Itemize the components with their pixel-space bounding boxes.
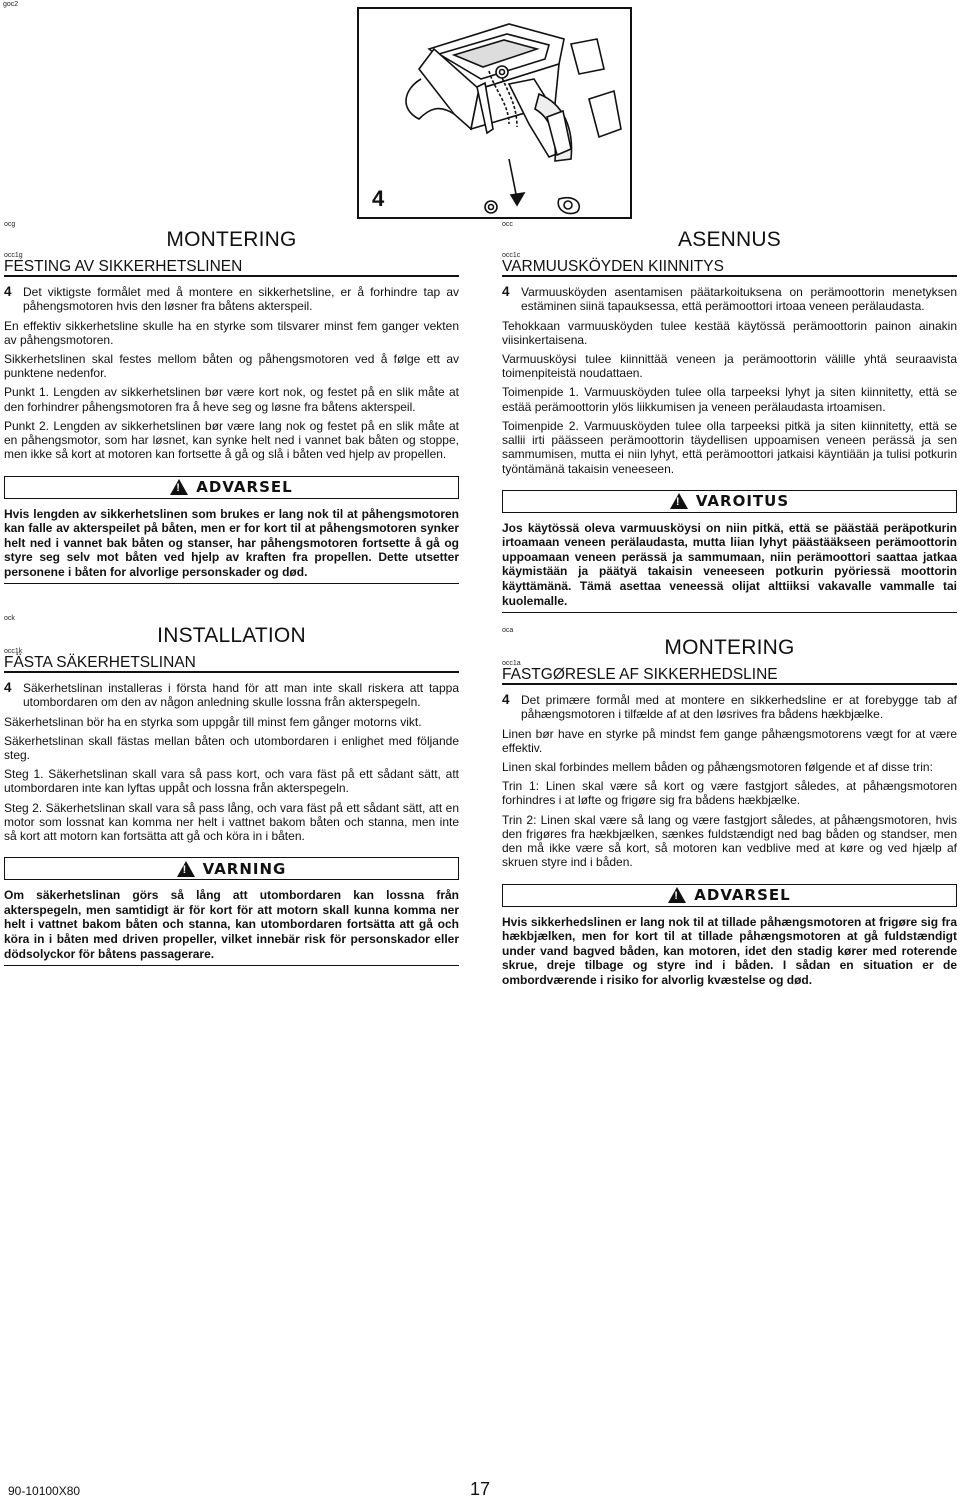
outboard-bracket-illustration (357, 7, 632, 219)
warning-icon: ! (170, 479, 188, 495)
bullet-paragraph (4, 285, 459, 313)
warning-icon: ! (670, 493, 688, 509)
paragraph-1: Säkerhetslinan installeras i första hand för att man inte skall riskera att tappa utombordaren om den av någon anledning skulle lossna från akterspegeln. (23, 681, 459, 710)
warning-label: VAROITUS (695, 492, 790, 511)
paragraph-5: Toimenpide 2. Varmuusköyden tulee olla tarpeeksi pitkä ja siten kiinnitetty, että se sallii irti päässeen perämoottorin täydellisen uppoamisen veneen perässä ja sen sammumisen, mutta ei niin lyhyt, että perämoottori jatkaisi käyntiään ja tulisi potkurin työntämänä takaisin veneeseen. (502, 418, 957, 476)
section-title: MONTERING (166, 228, 297, 251)
bullet-marker: 4 (4, 284, 12, 300)
subsection-title: FASTGØRESLE AF SIKKERHEDSLINE (502, 667, 957, 685)
paragraph-3: Varmuusköysi tulee kiinnittää veneen ja perämoottorin välille yhtä seuraavista toimenpiteistä noudattaen. (502, 352, 957, 381)
warning-banner (4, 857, 459, 880)
warning-text: Hvis lengden av sikkerhetslinen som brukes er lang nok til at påhengsmotoren kan falle av akterspeilet på båten, men er for kort til at påhengsmotoren synker helt ned i vannet bak båten og stanser, har påhengsmotoren fortsette å gå og styre seg selv mot båten ved hjelp av kraften fra propellen. Dette utsetter personene i båten for alvorlige personskader og død. (4, 507, 459, 585)
paragraph-4: Steg 1. Säkerhetslinan skall vara så pass kort, och vara fäst på ett sådant sätt, att utombordaren inte kan lyftas uppåt och lossna från akterspegeln. (4, 767, 459, 796)
paragraph-1: Det primære formål med at montere en sikkerhedsline er at forebygge tab af påhængsmotoren i tilfælde af at den løsrives fra bådens hækbjælke. (521, 693, 957, 722)
bracket-drawing (359, 9, 630, 217)
warning-text: Om säkerhetslinan görs så lång att utombordaren kan lossna från akterspegeln, men samtidigt är för kort för att motorn skall kunna komma ner helt i vattnet bakom båten och stanna, kan utombordaren fortsätta att gå och köra in i båten med driven propeller, vilket innebär risk för personskador eller dödsolyckor för båtens passagerare. (4, 888, 459, 966)
paragraph-4: Punkt 1. Lengden av sikkerhetslinen bør være kort nok, og festet på en slik måte at den forhindrer påhengsmotoren fra å heve seg og løsne fra båtens akterspeil. (4, 385, 459, 414)
warning-text: Jos käytössä oleva varmuusköysi on niin pitkä, että se päästää peräpotkurin irtoamaan veneen perälaudasta, mutta liian lyhyt päästääkseen perämoottorin uppoamaan veneen perässä ja sammumaan, niin perämoottori saattaa jatkaa käymistään ja päätyä takaisin veneeseen potkurin pyöriessä moottorin käyttämänä. Tämä asettaa veneessä olijat alttiiksi vakavalle vammalle tai kuolemalle. (502, 521, 957, 614)
warning-text: Hvis sikkerhedslinen er lang nok til at tillade påhængsmotoren at frigøre sig fra hækbjælken, men for kort til at tillade påhængsmotoren at gå fuldstændigt under vand bagved båden, kan motoren, idet den stadig kører med roterende skrue, dreje tilbage og styre ind i båden. I sådan en situation er de ombordværende i risiko for alvorlig kvæstelse og død. (502, 914, 957, 987)
paragraph-5: Trin 2: Linen skal være så lang og være fastgjort således, at påhængsmotoren, hvis den frigøres fra hækbjælken, sænkes fuldstændigt ned bag båden og standser, men den må ikke være så kort, så motoren kan vedblive med at køre og ved hjælp af skruen styre ind i båden. (502, 812, 957, 870)
bullet-marker: 4 (502, 284, 510, 300)
warning-label: VARNING (202, 859, 287, 878)
bullet-paragraph (502, 285, 957, 313)
subsection-code: occ1k (4, 648, 23, 655)
figure-number: 4 (372, 186, 385, 211)
subsection-title: FESTING AV SIKKERHETSLINEN (4, 259, 459, 277)
paragraph-3: Sikkerhetslinen skal festes mellom båten og påhengsmotoren ved å følge ett av punktene nedenfor. (4, 352, 459, 381)
paragraph-2: Linen bør have en styrke på mindst fem gange påhængsmotorens vægt for at være effektiv. (502, 726, 957, 755)
warning-icon: ! (668, 887, 686, 903)
section-swedish (4, 615, 459, 966)
warning-banner (502, 490, 957, 513)
subsection-title: FÄSTA SÄKERHETSLINAN (4, 655, 459, 673)
paragraph-1: Varmuusköyden asentamisen päätarkoituksena on perämoottorin menetyksen estäminen siinä tapauksessa, että perämoottori irtoaa veneen perälaudasta. (521, 285, 957, 314)
paragraph-5: Steg 2. Säkerhetslinan skall vara så pass lång, och vara fäst på ett sådant sätt, att en motor som lossnat kan komma ner helt i vattnet bakom båten och stanna, men inte så kort att motorn kan fortsätta att gå och köra in i båten. (4, 800, 459, 844)
subsection-code: occ1g (4, 252, 23, 259)
paragraph-4: Trin 1: Linen skal være så kort og være fastgjort således, at påhængsmotoren forhindres i at løfte og frigøre sig fra bådens hækbjælke. (502, 779, 957, 808)
section-title: MONTERING (664, 636, 795, 659)
warning-label: ADVARSEL (196, 478, 293, 496)
section-norwegian (4, 221, 459, 584)
bullet-marker: 4 (4, 680, 12, 696)
subsection-code: occ1c (502, 252, 521, 259)
paragraph-4: Toimenpide 1. Varmuusköyden tulee olla tarpeeksi lyhyt ja siten kiinnitetty, että se estää perämoottorin ylös liikkumisen ja veneen perälaudasta irtoamisen. (502, 385, 957, 414)
section-code: ocg (4, 221, 16, 228)
page-code: goc2 (3, 1, 19, 8)
paragraph-3: Säkerhetslinan skall fästas mellan båten och utombordaren i enlighet med följande steg. (4, 733, 459, 763)
warning-banner (4, 476, 459, 499)
warning-icon: ! (177, 861, 195, 877)
bullet-paragraph (502, 693, 957, 721)
bullet-marker: 4 (502, 692, 510, 708)
document-code: 90-10100X80 (8, 1484, 81, 1498)
paragraph-2: En effektiv sikkerhetsline skulle ha en styrke som tilsvarer minst fem ganger vekten av påhengsmotoren. (4, 318, 459, 347)
paragraph-3: Linen skal forbindes mellem båden og påhængsmotoren følgende et af disse trin: (502, 760, 933, 775)
paragraph-2: Tehokkaan varmuusköyden tulee kestää käytössä perämoottorin painon ainakin viisinkertaisena. (502, 318, 957, 347)
section-title: INSTALLATION (157, 624, 306, 647)
section-code: ock (4, 615, 15, 622)
paragraph-5: Punkt 2. Lengden av sikkerhetslinen bør være lang nok og festet på en slik måte at en påhengsmotor, som har løsnet, kan synke helt ned i vannet bak båten og stoppe, men ikke så kort at motoren kan fortsette å gå og slå i båten ved hjelp av propellen. (4, 418, 459, 462)
section-danish (502, 627, 957, 991)
warning-label: ADVARSEL (694, 886, 791, 904)
subsection-code: occ1a (502, 660, 521, 667)
section-code: oca (502, 627, 514, 634)
subsection-title: VARMUUSKÖYDEN KIINNITYS (502, 259, 957, 277)
section-code: occ (502, 221, 513, 228)
warning-banner (502, 884, 957, 907)
section-title: ASENNUS (678, 228, 781, 251)
section-finnish (502, 221, 957, 613)
page-number: 17 (470, 1479, 491, 1499)
paragraph-2: Säkerhetslinan bör ha en styrka som uppgår till minst fem gånger motorns vikt. (4, 714, 422, 729)
paragraph-1: Det viktigste formålet med å montere en sikkerhetsline, er å forhindre tap av påhengsmotoren hvis den løsner fra båtens akterspeil. (23, 285, 459, 314)
bullet-paragraph (4, 681, 459, 709)
